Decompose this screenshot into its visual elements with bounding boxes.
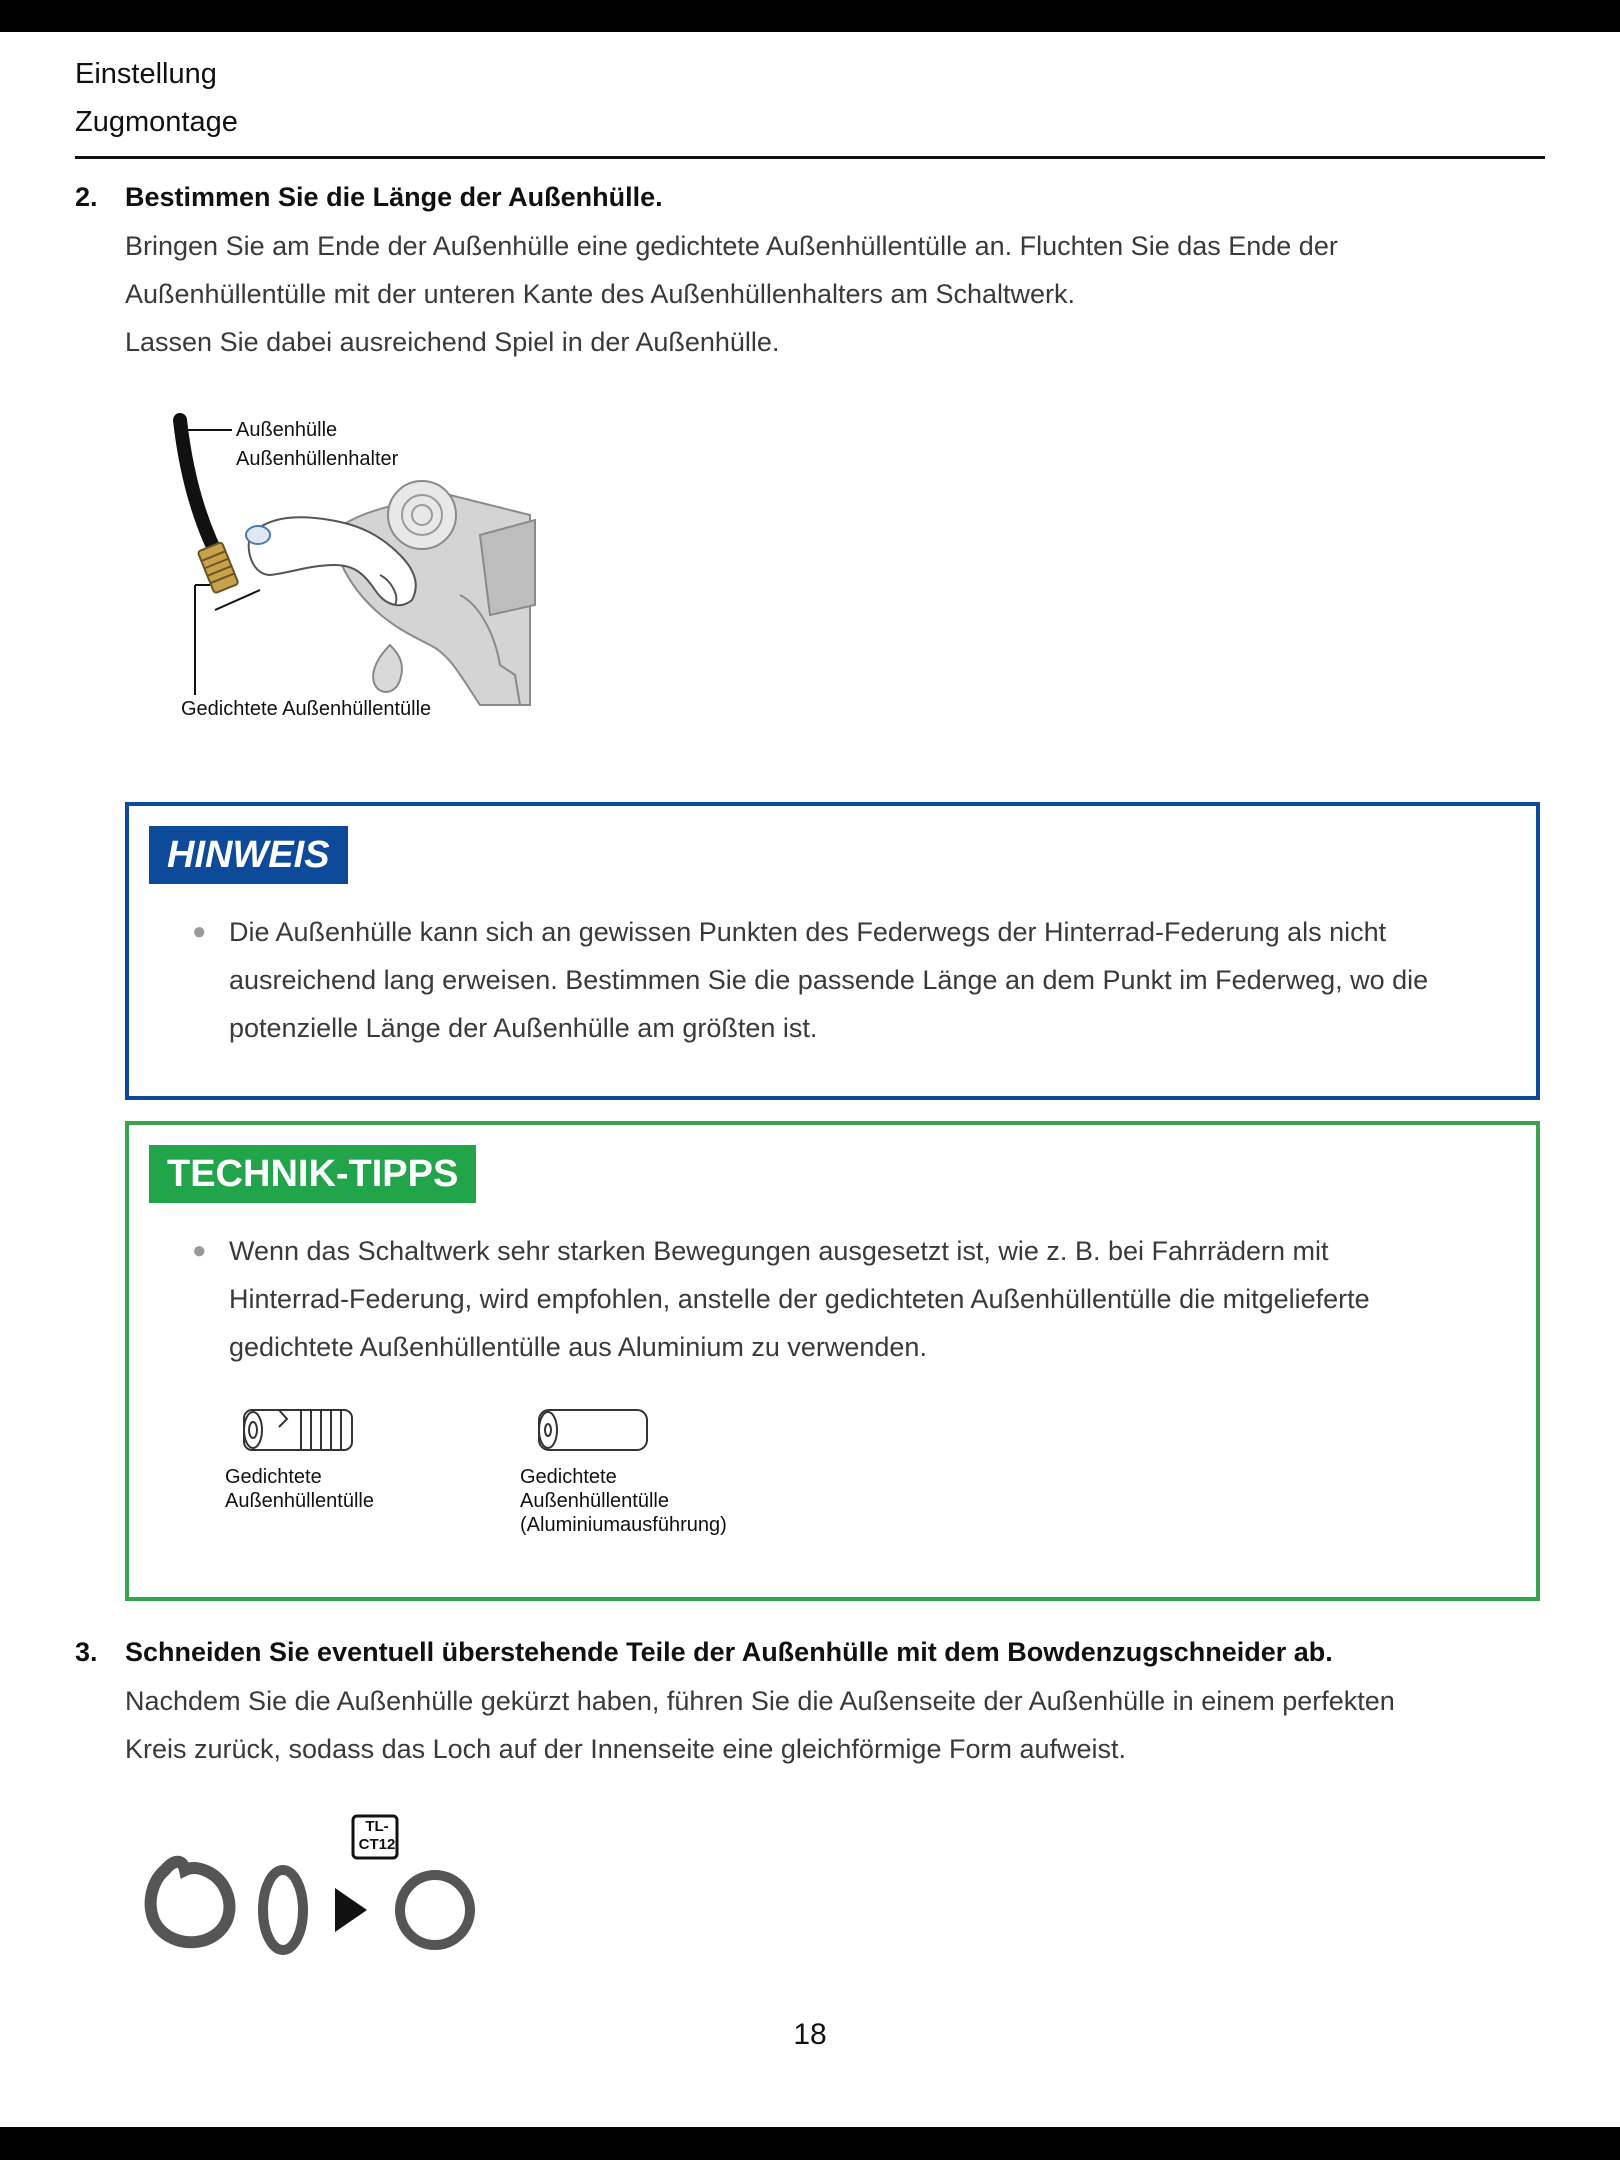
technik-tipps-badge: TECHNIK-TIPPS <box>149 1145 476 1203</box>
top-bar <box>0 0 1620 32</box>
step-2-body <box>125 222 1535 366</box>
step-3-title: Schneiden Sie eventuell überstehende Teile der Außenhülle mit dem Bowdenzugschneider ab. <box>125 1637 1333 1667</box>
step-2-line: Bringen Sie am Ende der Außenhülle eine gedichtete Außenhüllentülle an. Fluchten Sie das Ende der <box>125 231 1338 261</box>
cap-label-line: Außenhüllentülle <box>520 1490 669 1512</box>
step-3-body <box>125 1677 1535 1773</box>
step-3-number: 3. <box>75 1637 98 1667</box>
label-sealed-cap: Gedichtete Außenhüllentülle <box>181 698 432 720</box>
aluminium-cap-icon <box>534 1405 654 1455</box>
bullet-dot-icon: ● <box>192 1237 207 1264</box>
header-subsection: Zugmontage <box>75 106 238 138</box>
bottom-bar <box>0 2127 1620 2160</box>
page-header <box>75 50 238 146</box>
label-casing-holder: Außenhüllenhalter <box>236 448 399 470</box>
step-3-line: Kreis zurück, sodass das Loch auf der Innenseite eine gleichförmige Form aufweist. <box>125 1734 1127 1764</box>
tool-label-line: CT12 <box>358 1836 396 1853</box>
step-2-title: Bestimmen Sie die Länge der Außenhülle. <box>125 182 663 212</box>
tool-label <box>355 1818 399 1854</box>
cap-label <box>225 1465 374 1513</box>
hinweis-line: Die Außenhülle kann sich an gewissen Punkten des Federwegs der Hinterrad-Federung als nicht <box>229 917 1387 947</box>
label-outer-casing: Außenhülle <box>236 419 338 441</box>
step-2-line: Lassen Sie dabei ausreichend Spiel in der Außenhülle. <box>125 327 780 357</box>
cap-label-line: Gedichtete <box>225 1466 322 1488</box>
hinweis-bullet <box>192 908 1506 1052</box>
header-divider <box>75 156 1545 159</box>
sealed-cap-icon <box>239 1405 359 1455</box>
hinweis-badge: HINWEIS <box>149 826 348 884</box>
step-3-line: Nachdem Sie die Außenhülle gekürzt haben, führen Sie die Außenseite der Außenhülle in einem perfekten <box>125 1686 1395 1716</box>
casing-shape-illustration <box>135 1810 485 1960</box>
technik-tipps-line: Hinterrad-Federung, wird empfohlen, anstelle der gedichteten Außenhüllentülle die mitgelieferte <box>229 1284 1370 1314</box>
cap-label-line: Außenhüllentülle <box>225 1490 374 1512</box>
cap-label-line: (Aluminiumausführung) <box>520 1514 727 1536</box>
cap-label-line: Gedichtete <box>520 1466 617 1488</box>
step-2-line: Außenhüllentülle mit der unteren Kante des Außenhüllenhalters am Schaltwerk. <box>125 279 1076 309</box>
hinweis-line: ausreichend lang erweisen. Bestimmen Sie die passende Länge an dem Punkt im Federweg, wo die <box>229 965 1429 995</box>
aluminium-cap-label <box>520 1465 727 1537</box>
step-2-number: 2. <box>75 182 98 212</box>
bullet-dot-icon: ● <box>192 918 207 945</box>
header-section: Einstellung <box>75 58 217 90</box>
technik-tipps-box <box>125 1121 1540 1601</box>
page-number: 18 <box>793 2018 827 2051</box>
technik-tipps-bullet <box>192 1227 1506 1371</box>
technik-tipps-line: Wenn das Schaltwerk sehr starken Bewegungen ausgesetzt ist, wie z. B. bei Fahrrädern mit <box>229 1236 1329 1266</box>
technik-tipps-line: gedichtete Außenhüllentülle aus Aluminium zu verwenden. <box>229 1332 927 1362</box>
hinweis-box <box>125 802 1540 1100</box>
tool-label-line: TL- <box>365 1818 389 1835</box>
hinweis-line: potenzielle Länge der Außenhülle am größten ist. <box>229 1013 818 1043</box>
